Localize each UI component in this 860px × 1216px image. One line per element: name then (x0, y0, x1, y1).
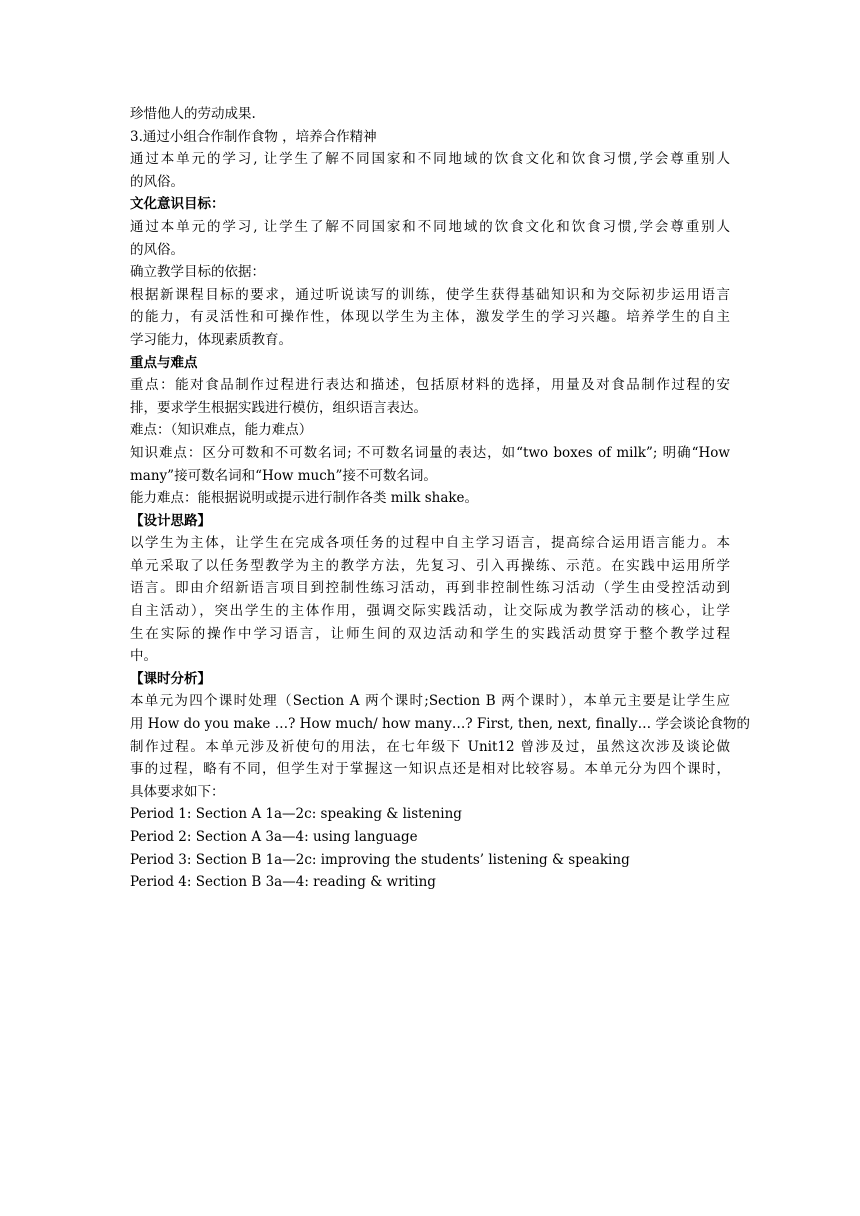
text-line: 排，要求学生根据实践进行模仿，组织语言表达。 (130, 399, 427, 416)
period-line: Period 4: Section B 3a—4: reading & writing (130, 874, 436, 891)
text-line: 事的过程，略有不同，但学生对于掌握这一知识点还是相对比较容易。本单元分为四个课时， (130, 761, 730, 778)
text-line: 以学生为主体，让学生在完成各项任务的过程中自主学习语言，提高综合运用语言能力。本 (130, 535, 730, 552)
text-line: 中。 (130, 648, 157, 665)
text-line: 具体要求如下： (130, 783, 225, 800)
period-line: Period 1: Section A 1a—2c: speaking & listening (130, 806, 462, 823)
text-line: 用 How do you make …? How much/ how many…? First, then, next, finally… 学会谈论食物的 (130, 716, 750, 733)
text-line: 的风俗。 (130, 241, 184, 258)
text-line: 3.通过小组合作制作食物 ，培养合作精神 (130, 128, 377, 145)
text-line: 的能力，有灵活性和可操作性，体现以学生为主体，激发学生的学习兴趣。培养学生的自主 (130, 309, 730, 326)
text-line: 语言。即由介绍新语言项目到控制性练习活动，再到非控制性练习活动（学生由受控活动到 (130, 580, 730, 597)
text-line: 学习能力，体现素质教育。 (130, 331, 292, 348)
period-line: Period 3: Section B 1a—2c: improving the students’ listening & speaking (130, 851, 630, 868)
text-line: 制作过程。本单元涉及祈使句的用法，在七年级下 Unit12 曾涉及过，虽然这次涉及谈论做 (130, 738, 730, 755)
text-line: 根据新课程目标的要求，通过听说读写的训练，使学生获得基础知识和为交际初步运用语言 (130, 286, 730, 303)
section-heading: 重点与难点 (130, 354, 198, 371)
period-line: Period 2: Section A 3a—4: using language (130, 829, 418, 845)
document-page (130, 103, 750, 894)
text-line: 珍惜他人的劳动成果. (130, 106, 256, 122)
text-line: 重点：能对食品制作过程进行表达和描述，包括原材料的选择，用量及对食品制作过程的安 (130, 377, 730, 394)
section-heading: 【设计思路】 (130, 512, 211, 529)
text-line: 知识难点：区分可数和不可数名词; 不可数名词量的表达，如“two boxes of milk”; 明确“How (130, 444, 730, 461)
text-line: 本单元为四个课时处理（Section A 两个课时;Section B 两个课时），本单元主要是让学生应 (130, 693, 730, 710)
section-heading: 【课时分析】 (130, 670, 211, 687)
text-line: 通过本单元的学习, 让学生了解不同国家和不同地域的饮食文化和饮食习惯,学会尊重别人 (130, 218, 730, 235)
text-line: 确立教学目标的依据： (130, 264, 265, 281)
text-line: 生在实际的操作中学习语言，让师生间的双边活动和学生的实践活动贯穿于整个教学过程 (130, 625, 730, 642)
text-line: 的风俗。 (130, 173, 184, 190)
text-line: 自主活动），突出学生的主体作用，强调交际实践活动，让交际成为教学活动的核心，让学 (130, 603, 730, 620)
text-line: 单元采取了以任务型教学为主的教学方法，先复习、引入再操练、示范。在实践中运用所学 (130, 557, 730, 574)
text-line: many”接可数名词和“How much”接不可数名词。 (130, 467, 437, 484)
text-line: 能力难点：能根据说明或提示进行制作各类 milk shake。 (130, 490, 479, 507)
text-line: 通过本单元的学习, 让学生了解不同国家和不同地域的饮食文化和饮食习惯,学会尊重别人 (130, 151, 730, 168)
section-heading: 文化意识目标： (130, 196, 225, 213)
text-line: 难点：（知识难点，能力难点） (130, 422, 313, 439)
